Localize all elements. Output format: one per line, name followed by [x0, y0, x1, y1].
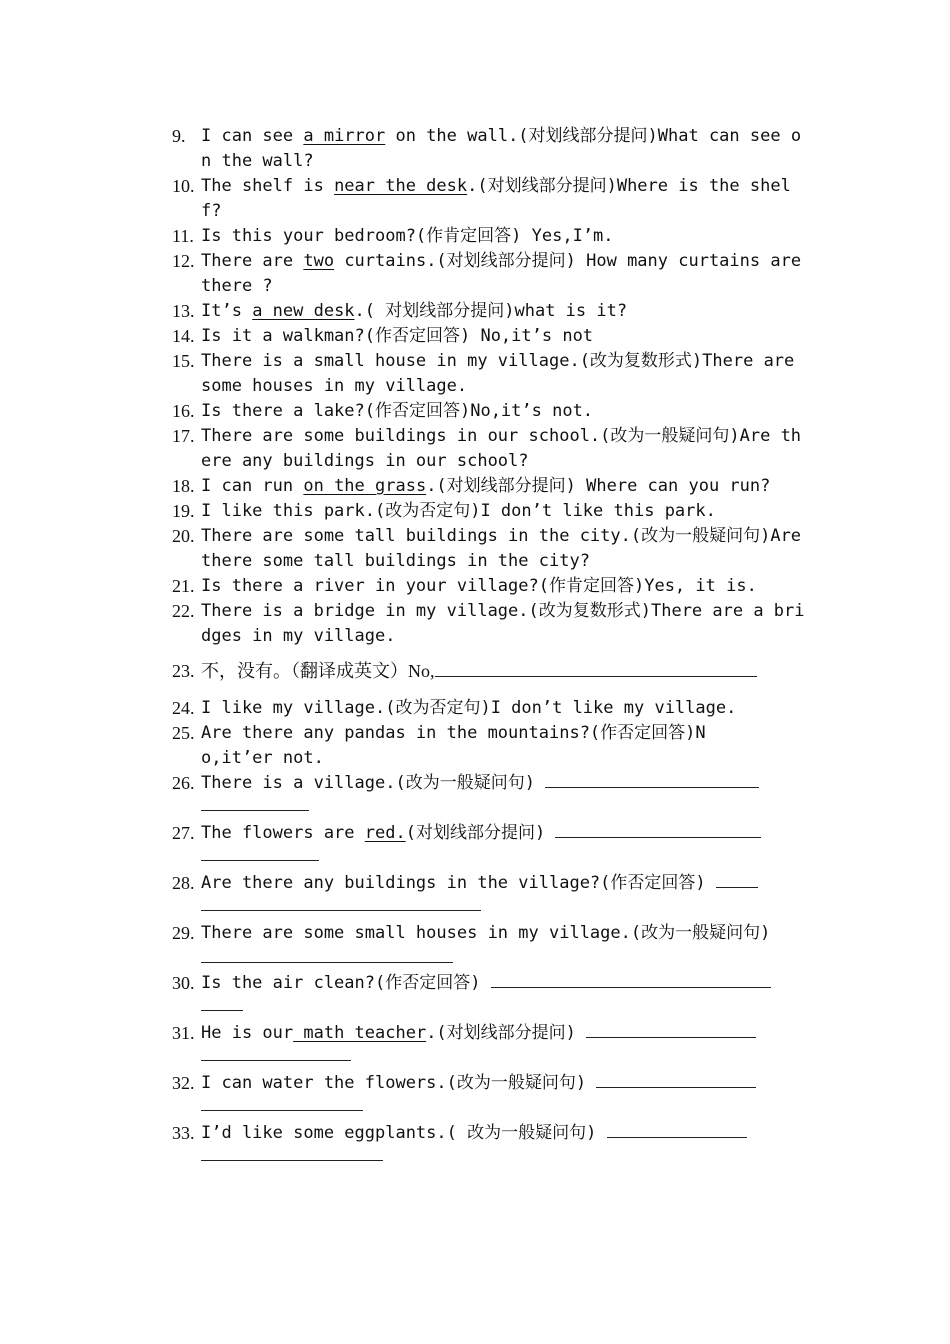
exercise-item: [172, 821, 806, 871]
exercise-item: [172, 721, 806, 771]
exercise-item: [172, 324, 806, 349]
item-number: 29.: [172, 923, 195, 943]
item-number: 15.: [172, 351, 195, 371]
exercise-item: [172, 696, 806, 721]
item-number: 20.: [172, 526, 195, 546]
item-number: 22.: [172, 601, 195, 621]
item-number: 11.: [172, 226, 194, 246]
exercise-list: [172, 124, 806, 1171]
answer-blank[interactable]: [586, 1021, 756, 1038]
item-text: The flowers are red.(对划线部分提问): [201, 821, 806, 871]
underlined-phrase: two: [303, 251, 335, 271]
item-text: Are there any buildings in the village?(作否定回答): [201, 871, 806, 921]
item-number: 32.: [172, 1073, 195, 1093]
answer-blank[interactable]: [545, 771, 759, 788]
item-text: There is a bridge in my village.(改为复数形式)There are a bridges in my village.: [201, 601, 805, 646]
item-number: 17.: [172, 426, 195, 446]
item-text: Is this your bedroom?(作肯定回答) Yes,I’m.: [201, 226, 614, 246]
item-number: 16.: [172, 401, 195, 421]
item-number: 28.: [172, 873, 195, 893]
exercise-item: [172, 249, 806, 299]
item-number: 23.: [172, 661, 195, 681]
answer-blank[interactable]: [716, 871, 758, 888]
item-number: 9.: [172, 126, 186, 146]
exercise-item: [172, 224, 806, 249]
item-text: There is a village.(改为一般疑问句): [201, 771, 806, 821]
item-number: 19.: [172, 501, 195, 521]
underlined-phrase: math teacher: [293, 1023, 427, 1043]
item-text: Is there a lake?(作否定回答)No,it’s not.: [201, 401, 594, 421]
item-text: I can water the flowers.(改为一般疑问句): [201, 1071, 806, 1121]
item-number: 10.: [172, 176, 195, 196]
item-text: Is it a walkman?(作否定回答) No,it’s not: [201, 326, 594, 346]
exercise-item: [172, 871, 806, 921]
exercise-item: [172, 1071, 806, 1121]
item-text: I like my village.(改为否定句)I don’t like my village.: [201, 698, 737, 718]
underlined-phrase: red.: [364, 823, 406, 843]
item-text: There are some buildings in our school.(改为一般疑问句)Are there any buildings in our school?: [201, 426, 802, 471]
item-number: 31.: [172, 1023, 195, 1043]
item-number: 24.: [172, 698, 195, 718]
item-text: It’s a new desk.( 对划线部分提问)what is it?: [201, 301, 628, 321]
exercise-item: [172, 524, 806, 574]
exercise-item: [172, 574, 806, 599]
exercise-item: [172, 599, 806, 649]
answer-blank[interactable]: [491, 971, 771, 988]
answer-blank[interactable]: [555, 821, 761, 838]
exercise-item: [172, 499, 806, 524]
answer-blank-continuation[interactable]: [201, 1046, 351, 1061]
item-number: 21.: [172, 576, 195, 596]
answer-blank[interactable]: [435, 660, 757, 677]
item-text: Is there a river in your village?(作肯定回答)Yes, it is.: [201, 576, 757, 596]
answer-blank-continuation[interactable]: [201, 996, 243, 1011]
underlined-phrase: on the grass: [303, 476, 427, 496]
exercise-item: [172, 474, 806, 499]
item-text: I’d like some eggplants.( 改为一般疑问句): [201, 1121, 806, 1171]
item-text: There are two curtains.(对划线部分提问) How many curtains are there ?: [201, 251, 802, 296]
item-number: 18.: [172, 476, 195, 496]
exercise-item: [172, 349, 806, 399]
answer-blank[interactable]: [596, 1071, 756, 1088]
exercise-item: [172, 399, 806, 424]
item-text: There are some small houses in my village.(改为一般疑问句): [201, 921, 806, 971]
answer-blank-continuation[interactable]: [201, 796, 309, 811]
item-number: 25.: [172, 723, 195, 743]
item-number: 14.: [172, 326, 195, 346]
exercise-item: [172, 971, 806, 1021]
item-text: The shelf is near the desk.(对划线部分提问)Where is the shelf?: [201, 176, 791, 221]
exercise-item: [172, 424, 806, 474]
exercise-item: [172, 1021, 806, 1071]
item-text: I like this park.(改为否定句)I don’t like this park.: [201, 501, 716, 521]
exercise-item: [172, 771, 806, 821]
item-number: 12.: [172, 251, 195, 271]
answer-blank-continuation[interactable]: [201, 1146, 383, 1161]
answer-blank-continuation[interactable]: [201, 896, 481, 911]
item-number: 13.: [172, 301, 195, 321]
item-number: 30.: [172, 973, 195, 993]
item-text: I can see a mirror on the wall.(对划线部分提问)What can see on the wall?: [201, 126, 802, 171]
exercise-item: [172, 124, 806, 174]
answer-blank[interactable]: [201, 946, 453, 963]
item-text: There is a small house in my village.(改为复数形式)There are some houses in my village.: [201, 351, 795, 396]
answer-blank[interactable]: [607, 1121, 747, 1138]
answer-blank-continuation[interactable]: [201, 1096, 363, 1111]
item-text: He is our math teacher.(对划线部分提问): [201, 1021, 806, 1071]
answer-blank-continuation[interactable]: [201, 846, 319, 861]
item-number: 27.: [172, 823, 195, 843]
exercise-item: [172, 659, 806, 684]
underlined-phrase: a mirror: [303, 126, 386, 146]
item-text: I can run on the grass.(对划线部分提问) Where can you run?: [201, 476, 771, 496]
exercise-item: [172, 299, 806, 324]
exercise-item: [172, 921, 806, 971]
item-text: Is the air clean?(作否定回答): [201, 971, 806, 1021]
exercise-item: [172, 1121, 806, 1171]
item-text: Are there any pandas in the mountains?(作否定回答)No,it’er not.: [201, 723, 706, 768]
underlined-phrase: a new desk: [252, 301, 355, 321]
underlined-phrase: near the desk: [334, 176, 468, 196]
item-number: 26.: [172, 773, 195, 793]
item-text: 不，没有。（翻译成英文）No,: [201, 659, 806, 684]
item-text: There are some tall buildings in the city.(改为一般疑问句)Are there some tall buildings in the city?: [201, 526, 802, 571]
exercise-item: [172, 174, 806, 224]
item-number: 33.: [172, 1123, 195, 1143]
